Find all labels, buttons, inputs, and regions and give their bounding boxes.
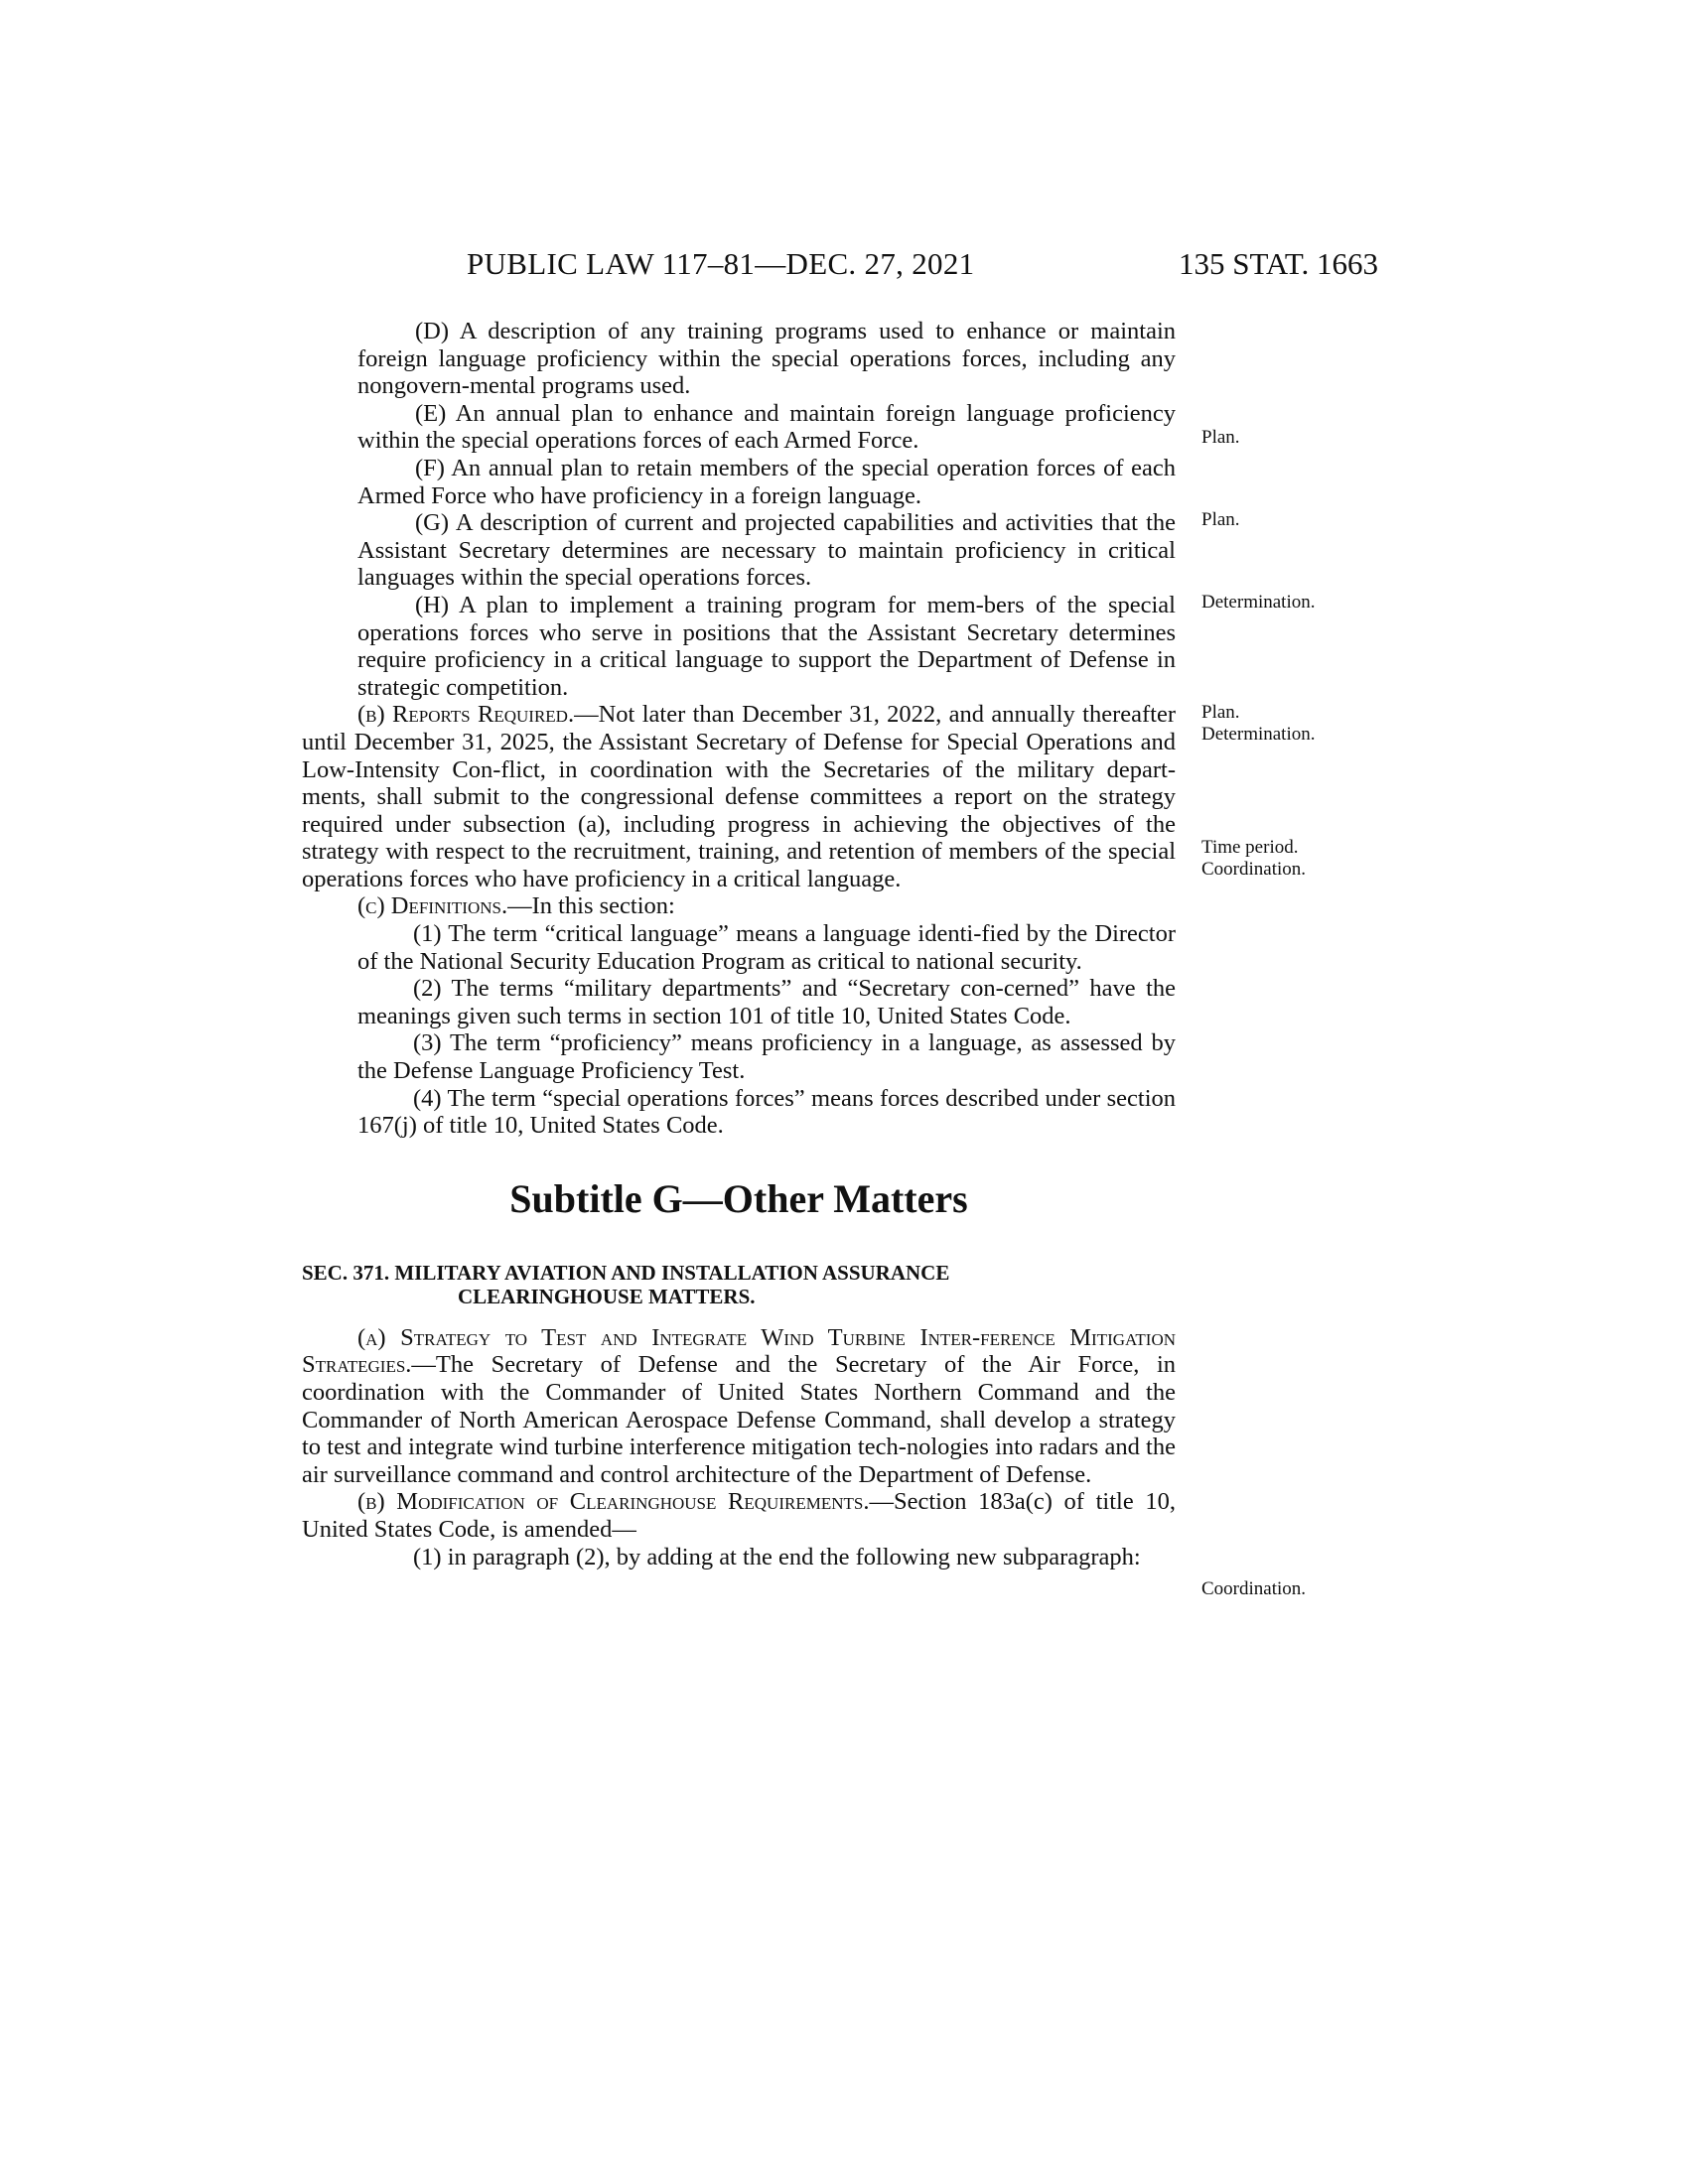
margin-note-coordination-b: Coordination. (1201, 859, 1307, 880)
paragraph-d: (D) A description of any training programs used to enhance or maintain foreign language proficiency within the special operations forces, including any nongovern-mental programs used. (357, 318, 1176, 400)
running-head-title: PUBLIC LAW 117–81—DEC. 27, 2021 (467, 246, 975, 281)
margin-note-time-period: Time period. (1201, 837, 1299, 858)
body-text (302, 318, 1176, 1570)
section-b-text: —Section 183a(c) of title 10, United States Code, is amended— (302, 1488, 1176, 1543)
page-number: 135 STAT. 1663 (1178, 246, 1378, 281)
subtitle-heading: Subtitle G—Other Matters (509, 1175, 968, 1221)
margin-note-plan-f: Plan. (1201, 509, 1240, 530)
section-a-text: —The Secretary of Defense and the Secretary of the Air Force, in coordination with the Commander of United States Northern Command and the Commander of North American Aerospace Defense Command, shall develop a strategy to test and integrate wind turbine interference mitigation tech-nologies into radars and the air surveillance command and control architecture of the Department of Defense. (302, 1351, 1176, 1488)
section-subsection-a (302, 1324, 1176, 1489)
section-b-paragraph-1: (1) in paragraph (2), by adding at the end the following new subparagraph: (413, 1543, 1141, 1570)
subsection-b (302, 701, 1176, 892)
paragraph-e: (E) An annual plan to enhance and maintain foreign language proficiency within the special operations forces of each Armed Force. (357, 399, 1176, 455)
section-b-label: (b) Modification of Clearinghouse Requirements. (357, 1488, 870, 1516)
subsection-b-text: —Not later than December 31, 2022, and annually thereafter until December 31, 2025, the Assistant Secretary of Defense for Special Operations and Low-Intensity Con-flict, in coordination with the Secretaries of the military depart-ments, shall submit to the congressional defense committees a report on the strategy required under subsection (a), including progress in achieving the objectives of the strategy with respect to the recruitment, training, and retention of members of the special operations forces who have proficiency in a critical language. (302, 701, 1177, 892)
margin-note-plan-e: Plan. (1201, 427, 1240, 448)
definition-4: (4) The term “special operations forces” means forces described under section 167(j) of title 10, United States Code. (357, 1084, 1176, 1140)
definition-3: (3) The term “proficiency” means proficiency in a language, as assessed by the Defense Language Proficiency Test. (357, 1029, 1176, 1085)
margin-note-plan-h: Plan. (1201, 702, 1240, 723)
subsection-c (302, 892, 1176, 920)
section-heading (302, 1261, 1176, 1308)
section-a-label: (a) Strategy to Test and Integrate Wind Turbine Inter-ference Mitigation Strategies. (302, 1323, 1176, 1379)
subsection-c-label: (c) Definitions. (357, 892, 508, 920)
paragraph-f: (F) An annual plan to retain members of the special operation forces of each Armed Force who have proficiency in a foreign language. (357, 454, 1176, 509)
section-heading-line2: CLEARINGHOUSE MATTERS. (458, 1284, 756, 1308)
definition-1: (1) The term “critical language” means a language identi-fied by the Director of the National Security Education Program as critical to national security. (357, 920, 1176, 975)
paragraph-g: (G) A description of current and projected capabilities and activities that the Assistant Secretary determines are necessary to maintain proficiency in critical languages within the special operations forces. (357, 509, 1176, 592)
paragraph-h: (H) A plan to implement a training program for mem-bers of the special operations forces who serve in positions that the Assistant Secretary determines require proficiency in a critical language to support the Department of Defense in strategic competition. (357, 591, 1176, 701)
section-subsection-b (302, 1488, 1176, 1543)
definition-2: (2) The terms “military departments” and “Secretary con-cerned” have the meanings given such terms in section 101 of title 10, United States Code. (357, 975, 1176, 1029)
margin-note-coordination-sec371: Coordination. (1201, 1578, 1307, 1599)
subsection-b-label: (b) Reports Required. (357, 701, 575, 729)
margin-note-determination-h: Determination. (1201, 724, 1316, 745)
subsection-c-text: —In this section: (507, 892, 675, 920)
margin-note-determination-g: Determination. (1201, 592, 1316, 613)
section-heading-line1: SEC. 371. MILITARY AVIATION AND INSTALLATION ASSURANCE (302, 1260, 950, 1285)
